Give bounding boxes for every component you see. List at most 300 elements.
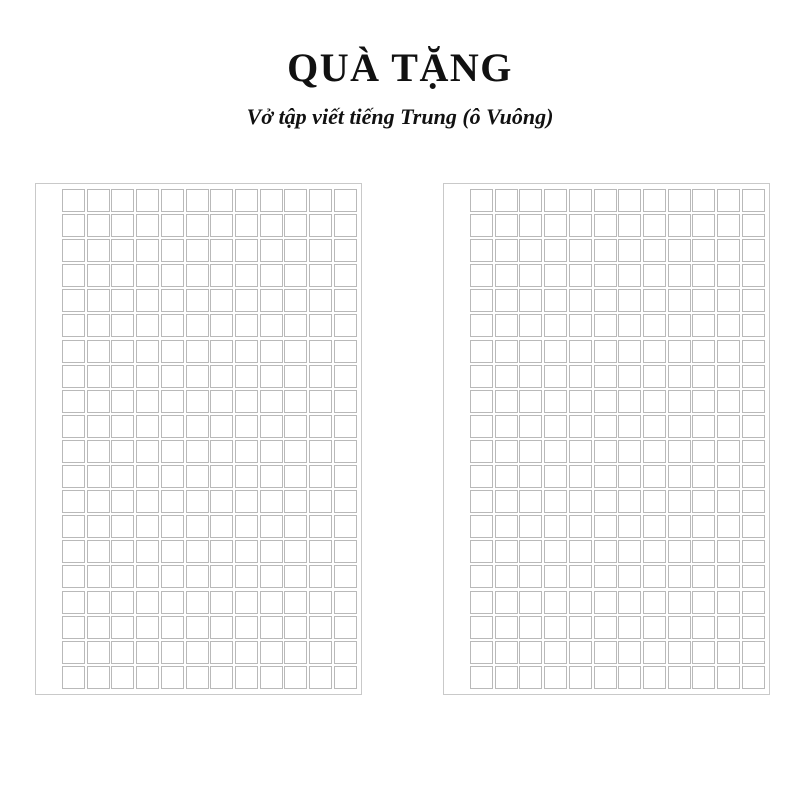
grid-cell xyxy=(742,565,765,588)
grid-cell xyxy=(284,540,307,563)
grid-cell xyxy=(136,214,159,237)
grid-cell xyxy=(470,314,493,337)
grid-cell xyxy=(260,440,283,463)
grid-cell xyxy=(210,264,233,287)
grid-cell xyxy=(136,390,159,413)
grid-row xyxy=(448,314,765,337)
grid-cell xyxy=(594,490,617,513)
grid-cell xyxy=(161,189,184,212)
grid-cell xyxy=(62,490,85,513)
grid-cell xyxy=(309,415,332,438)
grid-cell xyxy=(235,616,258,639)
grid-cell xyxy=(309,390,332,413)
grid-cell xyxy=(87,515,110,538)
grid-cell xyxy=(111,365,134,388)
grid-cell xyxy=(717,189,740,212)
grid-cell xyxy=(519,515,542,538)
grid-cell xyxy=(569,289,592,312)
grid-row xyxy=(448,465,765,488)
grid-cell xyxy=(309,440,332,463)
grid-cell xyxy=(544,540,567,563)
grid-cell xyxy=(235,591,258,614)
grid-cell xyxy=(668,666,691,689)
grid-cell xyxy=(334,616,357,639)
grid-cell xyxy=(186,239,209,262)
grid-cell xyxy=(742,515,765,538)
grid-cell xyxy=(519,390,542,413)
grid-cell xyxy=(618,666,641,689)
grid-cell xyxy=(495,565,518,588)
grid-cell xyxy=(692,214,715,237)
grid-cell xyxy=(470,515,493,538)
notebook-sheets xyxy=(0,183,800,698)
grid-cell xyxy=(544,189,567,212)
grid-cell xyxy=(186,591,209,614)
grid-cell xyxy=(495,591,518,614)
grid-cell xyxy=(643,415,666,438)
grid-cell xyxy=(62,616,85,639)
grid-cell xyxy=(334,189,357,212)
grid-cell xyxy=(161,239,184,262)
grid-cell xyxy=(161,591,184,614)
grid-cell xyxy=(519,340,542,363)
grid-row xyxy=(448,540,765,563)
grid-cell xyxy=(495,239,518,262)
grid-cell xyxy=(519,239,542,262)
grid-cell xyxy=(569,540,592,563)
grid-cell xyxy=(717,214,740,237)
grid-row xyxy=(40,365,357,388)
grid-row xyxy=(448,365,765,388)
grid-cell xyxy=(692,314,715,337)
grid-cell xyxy=(544,365,567,388)
grid-cell xyxy=(742,666,765,689)
grid-row xyxy=(40,641,357,664)
grid-cell xyxy=(594,641,617,664)
grid-cell xyxy=(161,641,184,664)
grid-cell xyxy=(569,515,592,538)
grid-cell xyxy=(260,540,283,563)
grid-cell xyxy=(334,214,357,237)
grid-cell xyxy=(692,515,715,538)
grid-row xyxy=(40,214,357,237)
grid-row xyxy=(40,440,357,463)
grid-cell xyxy=(309,666,332,689)
grid-cell xyxy=(594,264,617,287)
grid-cell xyxy=(62,465,85,488)
grid-cell xyxy=(495,440,518,463)
grid-cell xyxy=(62,641,85,664)
grid-cell xyxy=(87,314,110,337)
grid-row xyxy=(448,289,765,312)
grid-cell xyxy=(87,340,110,363)
grid-cell xyxy=(309,214,332,237)
grid-row xyxy=(448,415,765,438)
grid-cell xyxy=(668,515,691,538)
grid-cell xyxy=(569,340,592,363)
grid-cell xyxy=(618,390,641,413)
grid-cell xyxy=(519,591,542,614)
grid-cell xyxy=(235,565,258,588)
grid-cell xyxy=(186,666,209,689)
grid-cell xyxy=(618,340,641,363)
grid-cell xyxy=(309,239,332,262)
grid-cell xyxy=(544,591,567,614)
grid-row xyxy=(40,264,357,287)
grid-cell xyxy=(136,264,159,287)
grid-cell xyxy=(569,666,592,689)
grid-cell xyxy=(692,264,715,287)
grid-cell xyxy=(717,641,740,664)
grid-cell xyxy=(544,340,567,363)
grid-cell xyxy=(692,490,715,513)
grid-cell xyxy=(111,465,134,488)
grid-cell xyxy=(235,314,258,337)
grid-cell xyxy=(544,289,567,312)
grid-row xyxy=(40,540,357,563)
grid-cell xyxy=(136,239,159,262)
grid-cell xyxy=(470,390,493,413)
grid-cell xyxy=(544,666,567,689)
grid-cell xyxy=(186,340,209,363)
grid-cell xyxy=(260,289,283,312)
grid-cell xyxy=(235,465,258,488)
grid-cell xyxy=(643,440,666,463)
grid-cell xyxy=(235,365,258,388)
grid-cell xyxy=(544,264,567,287)
grid-cell xyxy=(643,641,666,664)
grid-cell xyxy=(235,415,258,438)
grid-cell xyxy=(519,490,542,513)
grid-cell xyxy=(235,666,258,689)
grid-cell xyxy=(235,490,258,513)
grid-cell xyxy=(692,340,715,363)
grid-cell xyxy=(260,189,283,212)
grid-cell xyxy=(186,540,209,563)
grid-cell xyxy=(210,415,233,438)
grid-cell xyxy=(643,616,666,639)
grid-cell xyxy=(260,390,283,413)
grid-cell xyxy=(260,465,283,488)
grid-cell xyxy=(742,641,765,664)
grid-cell xyxy=(210,390,233,413)
grid-cell xyxy=(544,616,567,639)
grid-cell xyxy=(569,490,592,513)
grid-cell xyxy=(569,616,592,639)
grid-cell xyxy=(519,565,542,588)
grid-cell xyxy=(62,214,85,237)
grid-row xyxy=(448,591,765,614)
grid-cell xyxy=(742,440,765,463)
grid-cell xyxy=(742,540,765,563)
grid-cell xyxy=(742,314,765,337)
grid-cell xyxy=(284,390,307,413)
grid-cell xyxy=(717,540,740,563)
grid-cell xyxy=(470,415,493,438)
grid-cell xyxy=(643,490,666,513)
grid-cell xyxy=(260,340,283,363)
grid-cell xyxy=(161,415,184,438)
grid-cell xyxy=(692,365,715,388)
grid-cell xyxy=(260,591,283,614)
grid-cell xyxy=(62,390,85,413)
grid-cell xyxy=(594,666,617,689)
grid-row xyxy=(40,415,357,438)
grid-cell xyxy=(284,616,307,639)
grid-cell xyxy=(136,591,159,614)
grid-cell xyxy=(470,666,493,689)
grid-cell xyxy=(62,591,85,614)
header xyxy=(0,46,800,130)
grid-cell xyxy=(470,189,493,212)
grid-cell xyxy=(62,565,85,588)
grid-cell xyxy=(519,666,542,689)
grid-cell xyxy=(334,264,357,287)
grid-cell xyxy=(495,515,518,538)
grid-cell xyxy=(111,591,134,614)
grid-cell xyxy=(569,465,592,488)
grid-cell xyxy=(284,465,307,488)
grid-cell xyxy=(284,189,307,212)
grid-cell xyxy=(495,540,518,563)
grid-cell xyxy=(87,189,110,212)
grid-cell xyxy=(161,340,184,363)
grid-cell xyxy=(717,314,740,337)
grid-cell xyxy=(62,440,85,463)
grid-cell xyxy=(161,565,184,588)
grid-cell xyxy=(668,565,691,588)
grid-cell xyxy=(111,490,134,513)
grid-cell xyxy=(495,616,518,639)
grid-cell xyxy=(569,415,592,438)
grid-cell xyxy=(717,289,740,312)
grid-cell xyxy=(87,415,110,438)
grid-cell xyxy=(519,440,542,463)
grid-cell xyxy=(643,289,666,312)
grid-row xyxy=(40,490,357,513)
left-sheet xyxy=(35,183,362,695)
grid-cell xyxy=(668,214,691,237)
grid-cell xyxy=(284,264,307,287)
grid-cell xyxy=(334,540,357,563)
grid-cell xyxy=(334,440,357,463)
grid-cell xyxy=(495,641,518,664)
grid-cell xyxy=(284,239,307,262)
grid-row xyxy=(448,641,765,664)
grid-cell xyxy=(62,340,85,363)
grid-cell xyxy=(643,565,666,588)
grid-cell xyxy=(87,239,110,262)
grid-cell xyxy=(186,289,209,312)
grid-cell xyxy=(519,314,542,337)
grid-cell xyxy=(692,189,715,212)
grid-cell xyxy=(334,340,357,363)
grid-cell xyxy=(470,340,493,363)
grid-cell xyxy=(742,390,765,413)
grid-cell xyxy=(742,189,765,212)
grid-cell xyxy=(235,641,258,664)
grid-cell xyxy=(210,340,233,363)
grid-cell xyxy=(717,565,740,588)
grid-cell xyxy=(210,666,233,689)
grid-cell xyxy=(284,565,307,588)
grid-cell xyxy=(643,214,666,237)
grid-cell xyxy=(544,415,567,438)
grid-cell xyxy=(210,616,233,639)
grid-cell xyxy=(260,490,283,513)
grid-cell xyxy=(668,365,691,388)
grid-cell xyxy=(470,565,493,588)
grid-cell xyxy=(643,591,666,614)
grid-cell xyxy=(717,465,740,488)
grid-cell xyxy=(594,390,617,413)
grid-cell xyxy=(210,591,233,614)
grid-cell xyxy=(87,540,110,563)
grid-cell xyxy=(87,440,110,463)
grid-cell xyxy=(210,540,233,563)
grid-cell xyxy=(618,365,641,388)
grid-cell xyxy=(111,515,134,538)
grid-cell xyxy=(618,239,641,262)
grid-cell xyxy=(309,264,332,287)
grid-cell xyxy=(309,591,332,614)
grid-cell xyxy=(284,641,307,664)
grid-cell xyxy=(618,214,641,237)
grid-row xyxy=(40,515,357,538)
grid-cell xyxy=(519,214,542,237)
grid-cell xyxy=(717,515,740,538)
grid-cell xyxy=(210,515,233,538)
grid-cell xyxy=(186,515,209,538)
right-sheet-grid xyxy=(444,184,769,694)
grid-cell xyxy=(309,289,332,312)
grid-cell xyxy=(519,641,542,664)
grid-cell xyxy=(618,641,641,664)
grid-cell xyxy=(594,289,617,312)
grid-cell xyxy=(62,289,85,312)
grid-cell xyxy=(186,440,209,463)
grid-cell xyxy=(594,189,617,212)
grid-cell xyxy=(210,239,233,262)
grid-cell xyxy=(309,340,332,363)
grid-cell xyxy=(136,616,159,639)
grid-cell xyxy=(284,591,307,614)
grid-cell xyxy=(594,440,617,463)
grid-cell xyxy=(260,515,283,538)
grid-cell xyxy=(594,591,617,614)
grid-cell xyxy=(210,641,233,664)
grid-cell xyxy=(186,415,209,438)
grid-cell xyxy=(87,490,110,513)
grid-cell xyxy=(62,515,85,538)
grid-cell xyxy=(309,365,332,388)
grid-cell xyxy=(161,515,184,538)
grid-cell xyxy=(470,641,493,664)
grid-cell xyxy=(284,440,307,463)
grid-cell xyxy=(186,314,209,337)
grid-cell xyxy=(717,666,740,689)
page-subtitle: Vở tập viết tiếng Trung (ô Vuông) xyxy=(246,104,554,129)
grid-cell xyxy=(643,314,666,337)
grid-cell xyxy=(495,390,518,413)
grid-cell xyxy=(544,641,567,664)
grid-cell xyxy=(569,591,592,614)
grid-cell xyxy=(87,565,110,588)
grid-cell xyxy=(136,340,159,363)
grid-cell xyxy=(210,565,233,588)
grid-cell xyxy=(309,515,332,538)
grid-cell xyxy=(643,264,666,287)
grid-cell xyxy=(569,641,592,664)
grid-cell xyxy=(495,189,518,212)
grid-cell xyxy=(569,565,592,588)
grid-cell xyxy=(643,390,666,413)
grid-cell xyxy=(519,465,542,488)
grid-cell xyxy=(161,365,184,388)
grid-cell xyxy=(594,239,617,262)
grid-cell xyxy=(544,239,567,262)
grid-cell xyxy=(260,641,283,664)
grid-cell xyxy=(569,314,592,337)
grid-cell xyxy=(495,490,518,513)
grid-cell xyxy=(87,591,110,614)
grid-cell xyxy=(284,515,307,538)
grid-cell xyxy=(495,415,518,438)
grid-cell xyxy=(186,490,209,513)
grid-cell xyxy=(668,490,691,513)
grid-cell xyxy=(692,239,715,262)
grid-cell xyxy=(235,440,258,463)
grid-cell xyxy=(692,616,715,639)
grid-cell xyxy=(470,289,493,312)
grid-cell xyxy=(495,465,518,488)
grid-cell xyxy=(618,440,641,463)
grid-cell xyxy=(569,239,592,262)
grid-cell xyxy=(334,415,357,438)
grid-cell xyxy=(495,340,518,363)
grid-cell xyxy=(618,565,641,588)
grid-cell xyxy=(87,365,110,388)
grid-cell xyxy=(668,189,691,212)
grid-cell xyxy=(618,591,641,614)
grid-row xyxy=(448,264,765,287)
grid-cell xyxy=(186,390,209,413)
grid-cell xyxy=(470,616,493,639)
grid-cell xyxy=(495,666,518,689)
grid-cell xyxy=(594,314,617,337)
grid-cell xyxy=(717,591,740,614)
grid-cell xyxy=(309,314,332,337)
grid-cell xyxy=(111,214,134,237)
grid-cell xyxy=(111,415,134,438)
grid-row xyxy=(40,189,357,212)
grid-cell xyxy=(260,415,283,438)
grid-cell xyxy=(495,214,518,237)
grid-cell xyxy=(210,490,233,513)
grid-cell xyxy=(161,465,184,488)
grid-cell xyxy=(161,314,184,337)
grid-cell xyxy=(643,365,666,388)
grid-cell xyxy=(260,565,283,588)
grid-cell xyxy=(668,440,691,463)
grid-cell xyxy=(742,340,765,363)
grid-cell xyxy=(742,465,765,488)
grid-cell xyxy=(62,264,85,287)
grid-cell xyxy=(668,289,691,312)
grid-cell xyxy=(161,264,184,287)
grid-cell xyxy=(334,490,357,513)
grid-cell xyxy=(186,616,209,639)
